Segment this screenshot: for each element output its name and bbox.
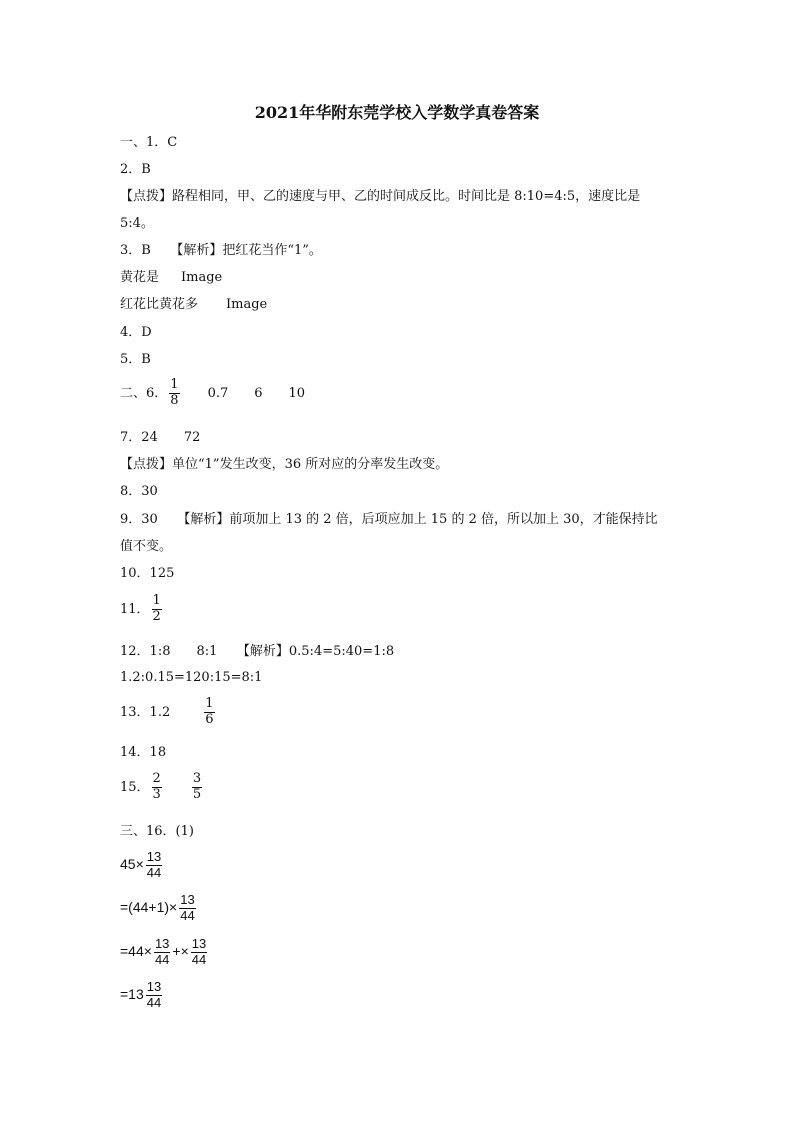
answer-line-10: 10．125 [120, 566, 175, 581]
answer-line-5: 5．B [120, 352, 151, 367]
answer-line-11: 11． $\frac{1}{2}$ [120, 593, 161, 624]
fraction: $\frac{13}{44}$ [180, 892, 195, 923]
answer-line-14: 14．18 [120, 745, 167, 760]
fraction: $\frac{13}{44}$ [154, 936, 170, 967]
yellow-flower-line [120, 271, 222, 284]
fraction: $\frac{1}{2}$ [152, 593, 161, 624]
image-placeholder: Image [181, 270, 223, 285]
math-step-2: =(44+1)× $\frac{13}{44}$ [120, 892, 195, 923]
answer-line-8: 8．30 [120, 484, 158, 499]
fraction: $\frac{13}{44}$ [146, 849, 162, 880]
math-step-1: 45× $\frac{13}{44}$ [120, 849, 162, 880]
math-step-3: =44× $\frac{13}{44}$ +× $\frac{13}{44}$ [120, 936, 207, 967]
answer-line-6: 二、6． $\frac{1}{8}$ 0.7 6 10 [120, 377, 306, 408]
answer-line-13: 13．1.2 $\frac{1}{6}$ [120, 696, 214, 727]
answer-line-15: 15． $\frac{2}{3}$ $\frac{3}{5}$ [120, 771, 202, 802]
red-flower-line [120, 298, 267, 311]
answer-line-7: 7．24 72 [120, 430, 201, 445]
math-step-4: =13 $\frac{13}{44}$ [120, 979, 162, 1010]
yellow-flower-label: 黄花是 [120, 270, 160, 285]
image-placeholder: Image [226, 297, 268, 312]
answer-line-9: 9．30 【解析】前项加上 13 的 2 倍，后项应加上 15 的 2 倍，所以加上 30，才能保持比 [120, 512, 658, 527]
answer-line-1: 一、1．C [120, 135, 178, 150]
answer-line-3: 3．B 【解析】把红花当作“1”。 [120, 243, 322, 258]
tip-line-cont: 5:4。 [120, 216, 154, 231]
answer-line-12: 12．1:8 8:1 【解析】0.5:4=5:40=1:8 [120, 644, 395, 659]
red-flower-label: 红花比黄花多 [120, 297, 199, 312]
section-3-heading: 三、16．(1) [120, 824, 194, 839]
page-title: 2021年华附东莞学校入学数学真卷答案 [254, 103, 540, 122]
fraction: $\frac{13}{44}$ [146, 979, 162, 1010]
tip-line: 【点拨】路程相同，甲、乙的速度与甲、乙的时间成反比。时间比是 8:10=4:5，速度比是 [120, 189, 641, 204]
tip-line: 【点拨】单位“1”发生改变，36 所对应的分率发生改变。 [120, 457, 449, 472]
fraction: $\frac{13}{44}$ [191, 936, 207, 967]
answer-line-12-cont: 1.2:0.15=120:15=8:1 [120, 670, 263, 685]
fraction: $\frac{2}{3}$ [152, 771, 161, 802]
fraction: $\frac{1}{6}$ [205, 696, 214, 727]
fraction: $\frac{1}{8}$ [170, 377, 179, 408]
fraction: $\frac{3}{5}$ [192, 771, 202, 802]
answer-line-9-cont: 值不变。 [120, 539, 173, 554]
answer-line-4: 4．D [120, 325, 152, 340]
answer-line-2: 2．B [120, 162, 151, 177]
